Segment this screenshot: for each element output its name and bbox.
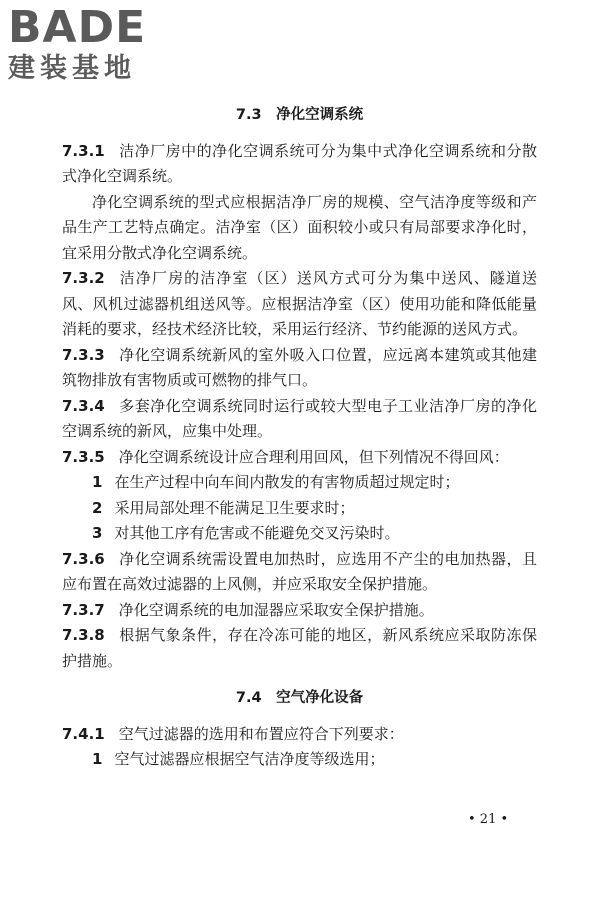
clause-7-3-6: 7.3.6 净化空调系统需设置电加热时，应选用不产尘的电加热器，且应布置在高效过滤器的上风侧，并应采取安全保护措施。 xyxy=(62,549,537,593)
list-item: 2 采用局部处理不能满足卫生要求时； xyxy=(92,498,355,517)
clause-7-3-1: 7.3.1 洁净厂房中的净化空调系统可分为集中式净化空调系统和分散式净化空调系统。 xyxy=(62,141,537,185)
section-title-7-4: 7.4 空气净化设备 xyxy=(235,690,364,706)
clause-7-3-8: 7.3.8 根据气象条件，存在冷冻可能的地区，新风系统应采取防冻保护措施。 xyxy=(62,626,537,670)
list-item: 3 对其他工序有危害或不能避免交叉污染时。 xyxy=(92,524,400,542)
clause-7-3-1-cont: 净化空调系统的型式应根据洁净厂房的规模、空气洁净度等级和产品生产工艺特点确定。洁净室（区）面积较小或只有局部要求净化时，宜采用分散式净化空调系统。 xyxy=(62,192,537,262)
clause-7-3-4: 7.3.4 多套净化空调系统同时运行或较大型电子工业洁净厂房的净化空调系统的新风，应集中处理。 xyxy=(62,396,537,440)
logo-wordmark xyxy=(8,2,178,53)
page-number: • 21 • xyxy=(468,812,509,827)
clause-7-4-1: 7.4.1 空气过滤器的选用和布置应符合下列要求： xyxy=(62,724,404,743)
clause-7-3-7: 7.3.7 净化空调系统的电加湿器应采取安全保护措施。 xyxy=(62,600,434,619)
logo xyxy=(8,2,178,84)
document-body xyxy=(62,103,537,773)
section-title-7-3: 7.3 净化空调系统 xyxy=(235,107,364,123)
logo-chinese: 建装基地 xyxy=(8,53,136,84)
list-item: 1 空气过滤器应根据空气洁净度等级选用； xyxy=(92,750,385,768)
clause-7-3-5: 7.3.5 净化空调系统设计应合理利用回风，但下列情况不得回风： xyxy=(62,447,509,466)
clause-7-3-3: 7.3.3 净化空调系统新风的室外吸入口位置，应远离本建筑或其他建筑物排放有害物质或可燃物的排气口。 xyxy=(62,345,537,389)
logo-word-text: BADE xyxy=(8,2,147,53)
clause-7-3-2: 7.3.2 洁净厂房的洁净室（区）送风方式可分为集中送风、隧道送风、风机过滤器机组送风等。应根据洁净室（区）使用功能和降低能量消耗的要求，经技术经济比较，采用运行经济、节约能源的送风方式。 xyxy=(62,269,537,338)
list-item: 1 在生产过程中向车间内散发的有害物质超过规定时； xyxy=(92,473,460,491)
